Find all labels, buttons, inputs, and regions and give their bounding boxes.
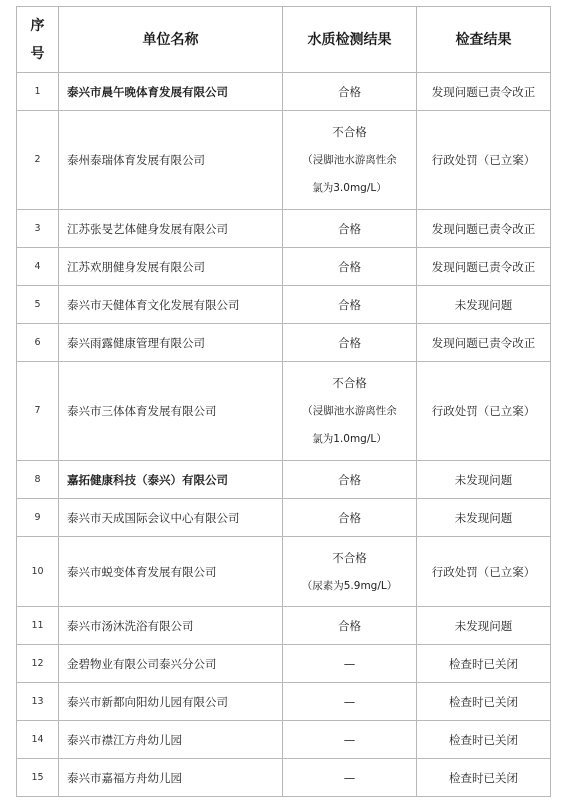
row-water-quality: [283, 721, 417, 759]
row-unit-name: 江苏欢朋健身发展有限公司: [59, 248, 283, 286]
header-seq: [17, 7, 59, 73]
row-unit-name: 嘉拓健康科技（泰兴）有限公司: [59, 461, 283, 499]
row-inspection-result: 发现问题已责令改正: [417, 248, 551, 286]
row-water-quality: [283, 499, 417, 537]
row-water-quality: [283, 111, 417, 210]
row-inspection-result: 检查时已关闭: [417, 683, 551, 721]
row-water-quality: [283, 683, 417, 721]
row-unit-name: 泰州泰瑞体育发展有限公司: [59, 111, 283, 210]
row-water-quality: [283, 210, 417, 248]
water-quality-verdict: —: [343, 656, 356, 671]
row-seq-number: 6: [17, 324, 59, 362]
row-unit-name: 泰兴市晨午晚体育发展有限公司: [59, 73, 283, 111]
table-row: [17, 645, 551, 683]
row-inspection-result: 发现问题已责令改正: [417, 324, 551, 362]
header-seq-line-2: 号: [30, 45, 45, 62]
row-inspection-result: 行政处罚（已立案）: [417, 362, 551, 461]
table-row: [17, 499, 551, 537]
row-water-quality: [283, 362, 417, 461]
table-row: [17, 248, 551, 286]
table-row: [17, 111, 551, 210]
row-water-quality: [283, 607, 417, 645]
header-inspection-result: 检查结果: [417, 7, 551, 73]
row-seq-number: 1: [17, 73, 59, 111]
table-header-row: [17, 7, 551, 73]
row-water-quality: [283, 73, 417, 111]
row-inspection-result: 行政处罚（已立案）: [417, 111, 551, 210]
water-quality-verdict: —: [343, 732, 356, 747]
header-unit-name: 单位名称: [59, 7, 283, 73]
row-seq-number: 10: [17, 537, 59, 607]
row-unit-name: 泰兴市汤沐洗浴有限公司: [59, 607, 283, 645]
row-unit-name: 泰兴市三体体育发展有限公司: [59, 362, 283, 461]
water-quality-verdict: —: [343, 694, 356, 709]
header-seq-line-1: 序: [30, 17, 45, 34]
header-water-quality: 水质检测结果: [283, 7, 417, 73]
table-row: [17, 607, 551, 645]
table-row: [17, 324, 551, 362]
row-inspection-result: 未发现问题: [417, 499, 551, 537]
water-quality-verdict: 合格: [338, 84, 361, 99]
row-unit-name: 江苏张旻艺体健身发展有限公司: [59, 210, 283, 248]
water-quality-verdict: 不合格: [332, 550, 367, 565]
row-seq-number: 4: [17, 248, 59, 286]
water-quality-verdict: 合格: [338, 259, 361, 274]
row-water-quality: [283, 286, 417, 324]
row-seq-number: 2: [17, 111, 59, 210]
row-water-quality: [283, 248, 417, 286]
row-inspection-result: 检查时已关闭: [417, 645, 551, 683]
water-quality-detail: （浸脚池水游离性余: [302, 154, 397, 166]
row-seq-number: 5: [17, 286, 59, 324]
table-row: [17, 73, 551, 111]
table-row: [17, 210, 551, 248]
row-unit-name: 泰兴市天成国际会议中心有限公司: [59, 499, 283, 537]
table-row: [17, 721, 551, 759]
row-unit-name: 泰兴市嘉福方舟幼儿园: [59, 759, 283, 797]
water-quality-detail: 氯为3.0mg/L）: [312, 182, 387, 194]
row-seq-number: 12: [17, 645, 59, 683]
row-inspection-result: 检查时已关闭: [417, 759, 551, 797]
inspection-results-table: [16, 6, 551, 797]
row-seq-number: 8: [17, 461, 59, 499]
row-seq-number: 15: [17, 759, 59, 797]
row-unit-name: 金碧物业有限公司泰兴分公司: [59, 645, 283, 683]
table-row: [17, 362, 551, 461]
row-inspection-result: 行政处罚（已立案）: [417, 537, 551, 607]
row-inspection-result: 检查时已关闭: [417, 721, 551, 759]
row-seq-number: 14: [17, 721, 59, 759]
table-row: [17, 286, 551, 324]
row-water-quality: [283, 461, 417, 499]
water-quality-verdict: 不合格: [332, 125, 367, 139]
water-quality-verdict: 合格: [338, 335, 361, 350]
water-quality-detail: （尿素为5.9mg/L）: [301, 579, 398, 592]
water-quality-verdict: 合格: [338, 297, 361, 312]
row-inspection-result: 未发现问题: [417, 607, 551, 645]
row-seq-number: 7: [17, 362, 59, 461]
row-water-quality: [283, 759, 417, 797]
row-seq-number: 9: [17, 499, 59, 537]
water-quality-detail: （浸脚池水游离性余: [302, 405, 397, 417]
row-seq-number: 3: [17, 210, 59, 248]
row-unit-name: 泰兴市天健体育文化发展有限公司: [59, 286, 283, 324]
water-quality-detail: 氯为1.0mg/L）: [312, 433, 387, 445]
water-quality-verdict: —: [343, 770, 356, 785]
row-water-quality: [283, 537, 417, 607]
row-water-quality: [283, 645, 417, 683]
table-row: [17, 461, 551, 499]
water-quality-verdict: 合格: [338, 221, 361, 236]
row-inspection-result: 未发现问题: [417, 286, 551, 324]
row-inspection-result: 发现问题已责令改正: [417, 73, 551, 111]
row-inspection-result: 未发现问题: [417, 461, 551, 499]
row-seq-number: 11: [17, 607, 59, 645]
water-quality-verdict: 合格: [338, 472, 361, 487]
row-unit-name: 泰兴市新都向阳幼儿园有限公司: [59, 683, 283, 721]
row-inspection-result: 发现问题已责令改正: [417, 210, 551, 248]
water-quality-verdict: 合格: [338, 618, 361, 633]
row-unit-name: 泰兴市襟江方舟幼儿园: [59, 721, 283, 759]
table-row: [17, 683, 551, 721]
row-unit-name: 泰兴市蜕变体育发展有限公司: [59, 537, 283, 607]
row-unit-name: 泰兴雨露健康管理有限公司: [59, 324, 283, 362]
table-row: [17, 537, 551, 607]
row-seq-number: 13: [17, 683, 59, 721]
water-quality-verdict: 不合格: [332, 376, 367, 390]
water-quality-verdict: 合格: [338, 510, 361, 525]
row-water-quality: [283, 324, 417, 362]
table-row: [17, 759, 551, 797]
